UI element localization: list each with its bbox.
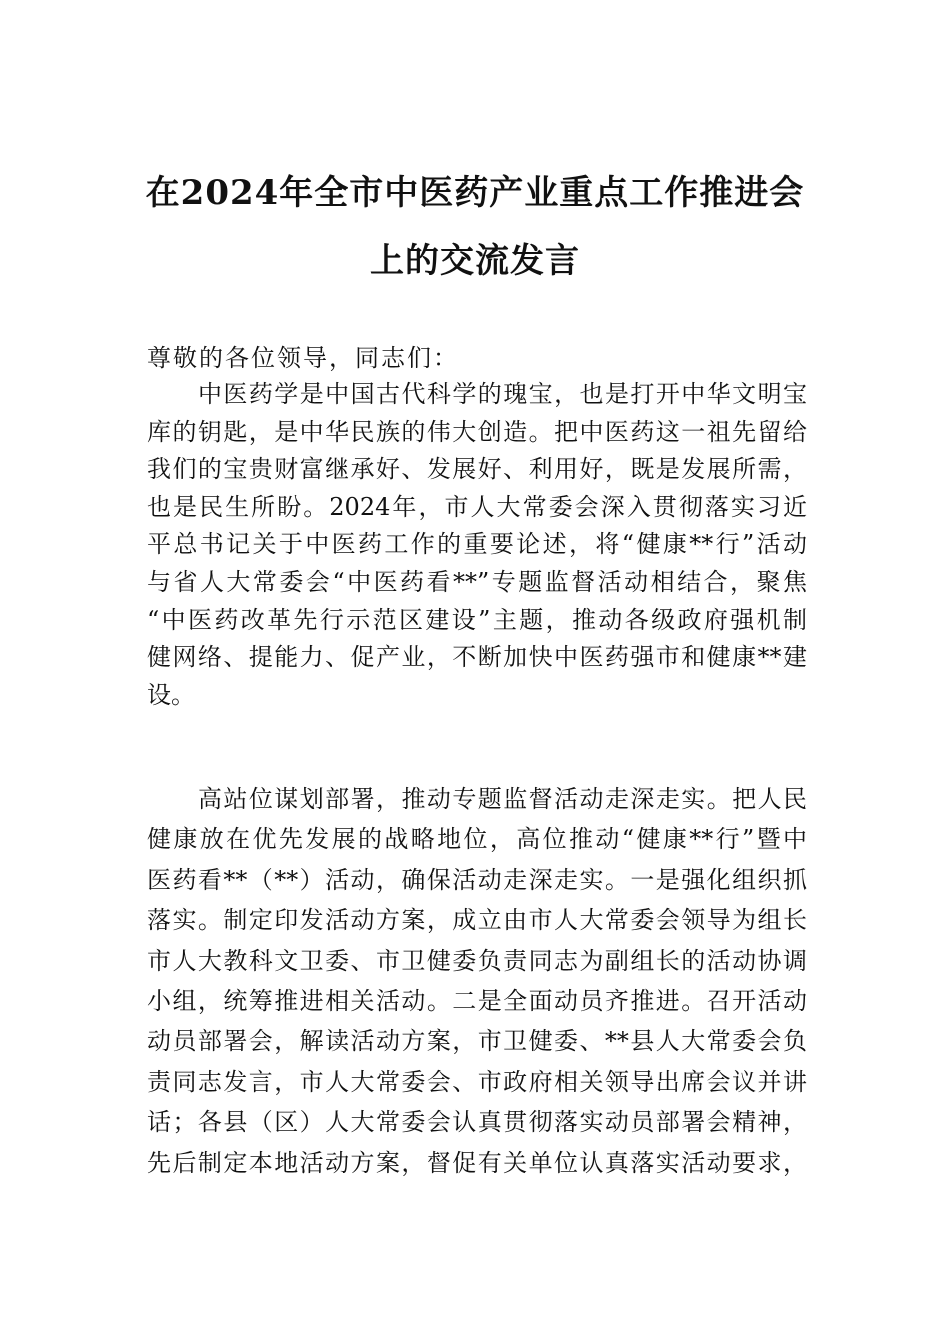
- text-line: 与省人大常委会“中医药看**”专题监督活动相结合，聚焦: [147, 567, 807, 596]
- text-line: 落实。制定印发活动方案，成立由市人大常委会领导为组长: [147, 906, 807, 935]
- text-line: “中医药改革先行示范区建设”主题，推动各级政府强机制: [147, 605, 807, 634]
- paragraph-deployment: [147, 779, 807, 1183]
- text-line: 医药看**（**）活动，确保活动走深走实。一是强化组织抓: [147, 865, 807, 894]
- text-line: 我们的宝贵财富继承好、发展好、利用好，既是发展所需，: [147, 455, 807, 484]
- text-line: 动员部署会，解读活动方案，市卫健委、**县人大常委会负: [147, 1027, 807, 1056]
- text-line: 健康放在优先发展的战略地位，高位推动“健康**行”暨中: [147, 825, 807, 854]
- text-line: 中医药学是中国古代科学的瑰宝，也是打开中华文明宝: [198, 380, 807, 408]
- text-line: 健网络、提能力、促产业，不断加快中医药强市和健康**建: [147, 643, 807, 672]
- paragraph-intro: [147, 376, 807, 714]
- text-line: 也是民生所盼。2024年，市人大常委会深入贯彻落实习近: [147, 492, 807, 521]
- text-line: 话；各县（区）人大常委会认真贯彻落实动员部署会精神，: [147, 1108, 807, 1137]
- document-title-line-1: 在2024年全市中医药产业重点工作推进会: [145, 173, 805, 213]
- text-line: 市人大教科文卫委、市卫健委负责同志为副组长的活动协调: [147, 946, 807, 975]
- text-line: 库的钥匙，是中华民族的伟大创造。把中医药这一祖先留给: [147, 417, 807, 446]
- text-line: 高站位谋划部署，推动专题监督活动走深走实。把人民: [198, 785, 807, 813]
- document-title-line-2: 上的交流发言: [370, 241, 580, 281]
- text-line: 先后制定本地活动方案，督促有关单位认真落实活动要求，: [147, 1148, 807, 1177]
- text-line: 责同志发言，市人大常委会、市政府相关领导出席会议并讲: [147, 1067, 807, 1096]
- salutation: 尊敬的各位领导，同志们：: [147, 344, 459, 372]
- text-line: 小组，统筹推进相关活动。二是全面动员齐推进。召开活动: [147, 986, 807, 1015]
- text-line: 平总书记关于中医药工作的重要论述，将“健康**行”活动: [147, 530, 807, 559]
- text-line: 设。: [147, 680, 195, 709]
